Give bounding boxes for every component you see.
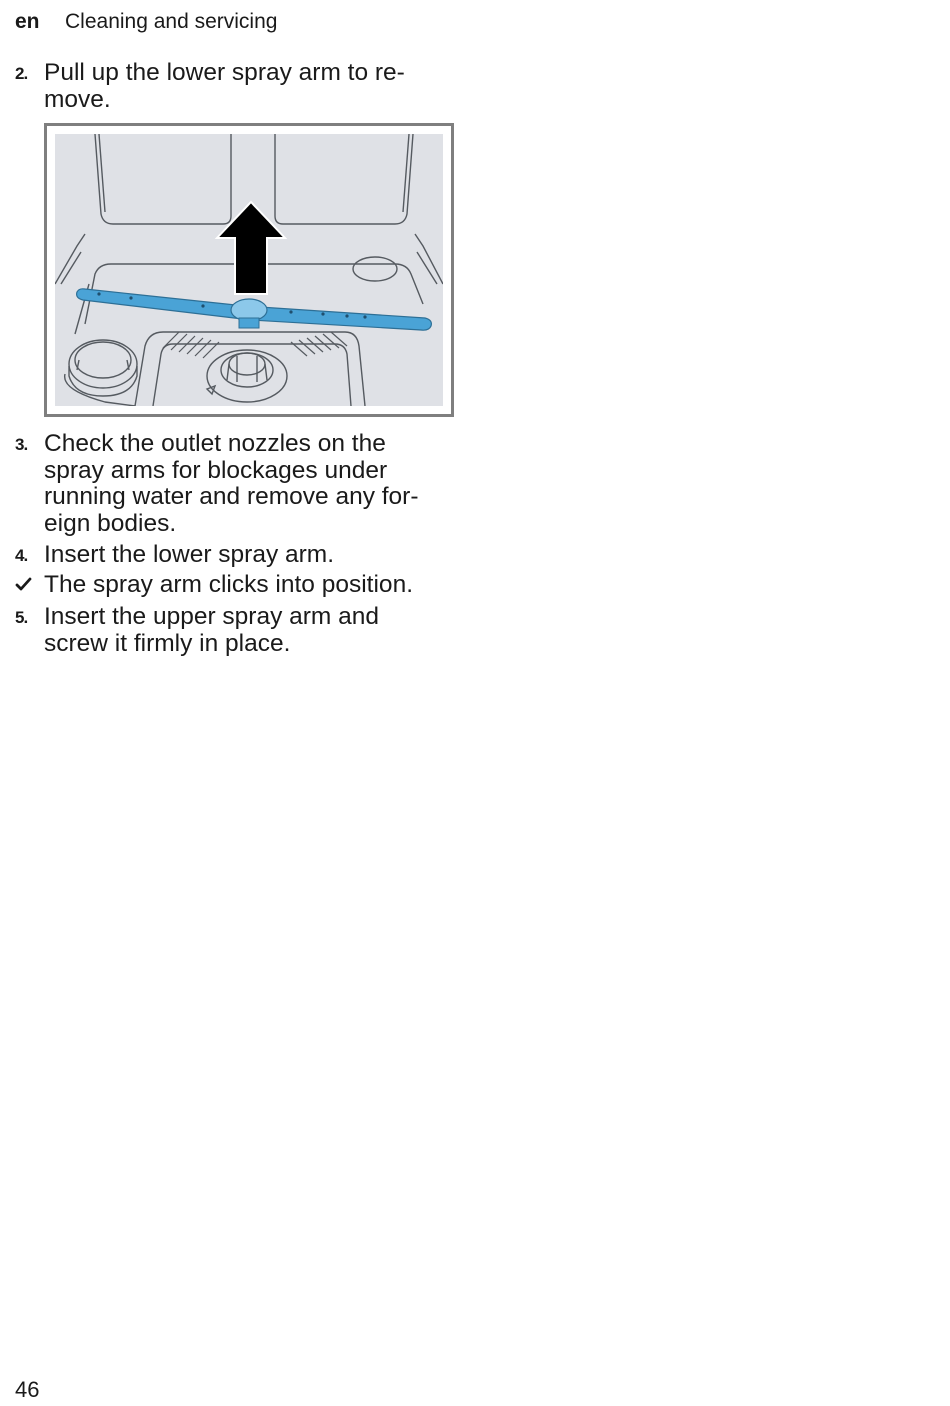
- language-code: en: [15, 10, 40, 33]
- page-number: 46: [15, 1377, 40, 1402]
- page-header: [15, 8, 277, 36]
- step-result: [15, 572, 455, 599]
- check-icon: [15, 576, 32, 593]
- result-text: The spray arm clicks into position.: [44, 571, 413, 598]
- spray-arm-illustration: [44, 123, 454, 417]
- section-title: Cleaning and servicing: [65, 10, 278, 33]
- step-5: [15, 604, 455, 657]
- step-3: [15, 431, 455, 537]
- step-4: [15, 542, 455, 569]
- step-2: [15, 60, 455, 113]
- step-text: Check the outlet nozzles on the spray arms for blockages under running water and remove any for- eign bodies.: [44, 430, 419, 537]
- step-number: 4.: [15, 546, 28, 565]
- step-number: 3.: [15, 435, 28, 454]
- step-text: Pull up the lower spray arm to re- move.: [44, 59, 405, 113]
- step-text: Insert the upper spray arm and screw it firmly in place.: [44, 603, 380, 657]
- dishwasher-spray-arm-removal-illustration: [55, 134, 443, 406]
- step-text: Insert the lower spray arm.: [44, 541, 335, 568]
- step-number: 5.: [15, 608, 28, 627]
- step-number: 2.: [15, 64, 28, 83]
